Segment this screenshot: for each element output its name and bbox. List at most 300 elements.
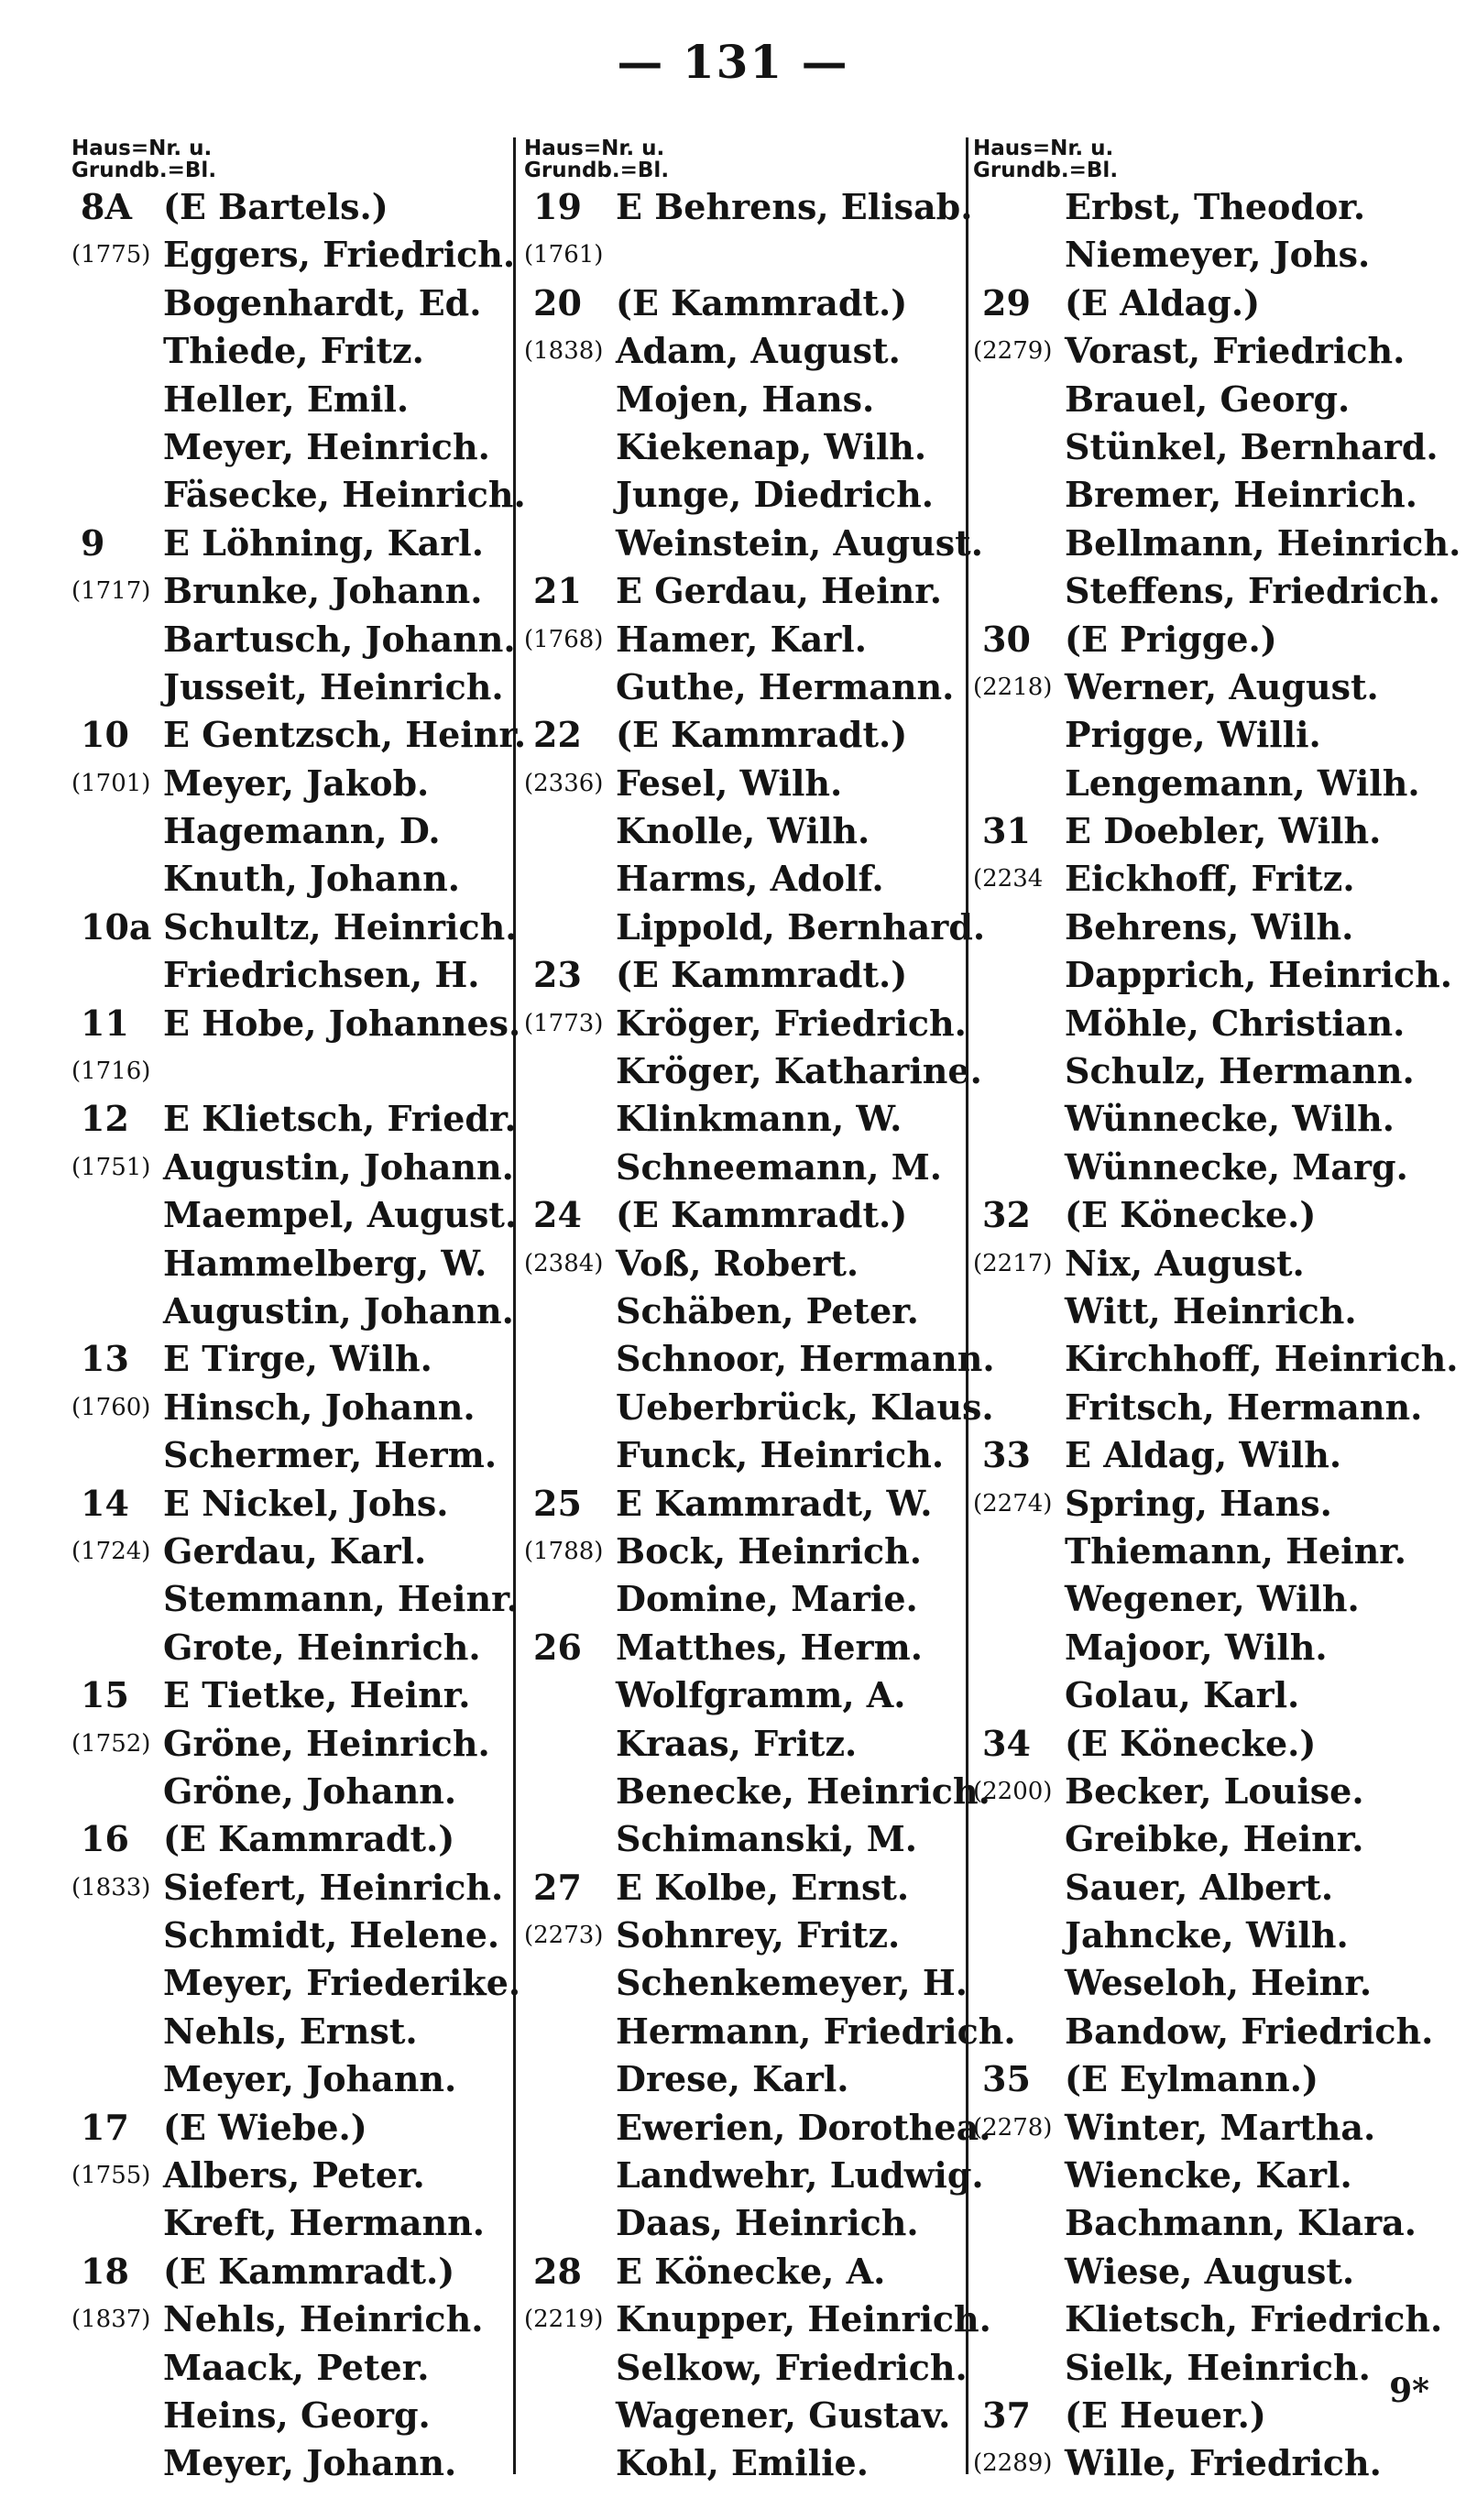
directory-line <box>524 1335 995 1383</box>
directory-line <box>524 520 983 567</box>
resident-name: Kiekenap, Wilh. <box>616 425 927 467</box>
directory-line <box>524 2055 964 2103</box>
resident-name: Jahncke, Wilh. <box>1065 1914 1349 1956</box>
directory-line <box>524 1720 964 1768</box>
resident-name: Klietsch, Friedrich. <box>1065 2298 1443 2340</box>
resident-name: Niemeyer, Johs. <box>1065 234 1371 276</box>
column-header <box>973 137 1450 183</box>
land-register-sheet: (1761) <box>524 241 604 269</box>
resident-name: E Kammradt, W. <box>616 1482 933 1524</box>
directory-line <box>973 2008 1450 2055</box>
directory-line <box>524 2248 964 2295</box>
directory-line <box>71 2439 511 2487</box>
directory-line <box>973 1528 1450 1575</box>
house-number: 23 <box>533 954 582 996</box>
house-number: 10 <box>81 714 129 756</box>
directory-line <box>71 376 511 423</box>
resident-name: E Tietke, Heinr. <box>163 1674 471 1716</box>
directory-line <box>71 1431 511 1479</box>
resident-name: (E Wiebe.) <box>163 2106 367 2148</box>
resident-name: Funck, Heinrich. <box>616 1434 945 1476</box>
column-header-line: Grundb.=Bl. <box>71 159 217 182</box>
directory-line <box>973 1671 1450 1719</box>
directory-line <box>71 1624 511 1671</box>
column-1 <box>71 137 527 2488</box>
resident-name: (E Bartels.) <box>163 186 388 227</box>
resident-name: Drese, Karl. <box>616 2058 849 2100</box>
page-number: — 131 — <box>617 35 849 89</box>
resident-name: Fesel, Wilh. <box>616 761 843 804</box>
house-number: 37 <box>982 2394 1031 2436</box>
resident-name: Bremer, Heinrich. <box>1065 474 1418 516</box>
resident-name: Steffens, Friedrich. <box>1065 570 1440 612</box>
directory-line <box>973 1864 1450 1912</box>
resident-name: Wünnecke, Marg. <box>1065 1145 1408 1188</box>
directory-line <box>524 327 964 375</box>
resident-name: (E Könecke.) <box>1065 1722 1317 1764</box>
resident-name: Kreft, Hermann. <box>163 2202 485 2244</box>
resident-name: Maack, Peter. <box>163 2346 430 2388</box>
resident-name: Behrens, Wilh. <box>1065 905 1354 948</box>
directory-line <box>71 807 511 855</box>
resident-name: Nehls, Heinrich. <box>163 2298 484 2340</box>
land-register-sheet: (1752) <box>71 1729 151 1758</box>
land-register-sheet: (1775) <box>71 241 151 269</box>
directory-line <box>524 1431 964 1479</box>
directory-line <box>71 2248 511 2295</box>
resident-name: (E Kammradt.) <box>163 1818 455 1860</box>
directory-line <box>524 951 964 999</box>
directory-line <box>524 2295 991 2343</box>
resident-name: Eggers, Friedrich. <box>163 234 516 276</box>
resident-name: E Kolbe, Ernst. <box>616 1866 910 1908</box>
land-register-sheet: (2336) <box>524 769 604 797</box>
resident-name: Sielk, Heinrich. <box>1065 2346 1371 2388</box>
resident-name: Hammelberg, W. <box>163 1242 487 1284</box>
resident-name: E Behrens, Elisab. <box>616 186 973 227</box>
resident-name: Prigge, Willi. <box>1065 714 1321 756</box>
land-register-sheet: (2217) <box>973 1249 1053 1277</box>
resident-name: E Nickel, Johs. <box>163 1482 449 1524</box>
resident-name: (E Kammradt.) <box>616 714 908 756</box>
resident-name: Klinkmann, W. <box>616 1098 903 1140</box>
land-register-sheet: (1837) <box>71 2306 151 2334</box>
resident-name: Schmidt, Helene. <box>163 1914 500 1956</box>
directory-line <box>973 2248 1450 2295</box>
resident-name: Werner, August. <box>1065 665 1379 707</box>
land-register-sheet: (2218) <box>973 673 1053 701</box>
house-number: 15 <box>81 1674 129 1716</box>
resident-name: (E Kammradt.) <box>616 954 908 996</box>
resident-name: E Gentzsch, Heinr. <box>163 714 527 756</box>
directory-line <box>71 279 511 327</box>
resident-name: Hamer, Karl. <box>616 618 867 660</box>
resident-name: Bartusch, Johann. <box>163 618 516 660</box>
resident-name: Schäben, Peter. <box>616 1289 919 1331</box>
house-number: 12 <box>81 1098 129 1140</box>
resident-name: Knuth, Johann. <box>163 858 460 900</box>
directory-line <box>71 711 527 759</box>
column-header-line: Haus=Nr. u. <box>524 137 665 160</box>
resident-name: Schenkemeyer, H. <box>616 1962 968 2004</box>
resident-name: Kraas, Fritz. <box>616 1722 858 1764</box>
directory-line <box>71 2199 511 2247</box>
resident-name: Junge, Diedrich. <box>616 474 935 516</box>
directory-line <box>71 2104 511 2152</box>
resident-name: Augustin, Johann. <box>163 1289 514 1331</box>
land-register-sheet: (1760) <box>71 1393 151 1421</box>
house-number: 32 <box>982 1194 1031 1236</box>
directory-line <box>524 423 964 471</box>
resident-name: Weseloh, Heinr. <box>1065 1962 1373 2004</box>
resident-name: Selkow, Friedrich. <box>616 2346 968 2388</box>
resident-name: Schermer, Herm. <box>163 1434 498 1476</box>
directory-line <box>973 1191 1450 1239</box>
directory-line <box>71 1287 514 1335</box>
land-register-sheet: (2273) <box>524 1922 604 1950</box>
resident-name: Schnoor, Hermann. <box>616 1338 995 1380</box>
house-number: 28 <box>533 2250 582 2292</box>
land-register-sheet: (1716) <box>71 1057 151 1086</box>
resident-name: Gerdau, Karl. <box>163 1529 427 1572</box>
resident-name: Bellmann, Heinrich. <box>1065 521 1461 564</box>
house-number: 27 <box>533 1866 582 1908</box>
land-register-sheet: (1717) <box>71 577 151 606</box>
resident-name: E Tirge, Wilh. <box>163 1338 432 1380</box>
land-register-sheet: (2274) <box>973 1489 1053 1517</box>
directory-line <box>973 1047 1450 1095</box>
resident-name: Kirchhoff, Heinrich. <box>1065 1338 1459 1380</box>
resident-name: Heins, Georg. <box>163 2394 431 2436</box>
resident-name: Schimanski, M. <box>616 1818 918 1860</box>
directory-line <box>973 1144 1450 1191</box>
resident-name: Fäsecke, Heinrich. <box>163 474 526 516</box>
house-number: 17 <box>81 2106 129 2148</box>
land-register-sheet: (1755) <box>71 2162 151 2190</box>
column-header-line: Grundb.=Bl. <box>973 159 1119 182</box>
directory-line <box>973 1240 1450 1287</box>
directory-line <box>973 904 1450 951</box>
land-register-sheet: (1751) <box>71 1153 151 1181</box>
directory-line <box>973 567 1450 615</box>
directory-line <box>524 1384 994 1431</box>
directory-line <box>973 1431 1450 1479</box>
directory-line <box>524 2344 968 2392</box>
house-number: 8A <box>81 186 132 227</box>
resident-name: Guthe, Hermann. <box>616 665 955 707</box>
directory-line <box>973 1287 1450 1335</box>
column-header <box>524 137 964 183</box>
directory-line <box>524 1144 964 1191</box>
directory-line <box>973 2295 1450 2343</box>
directory-line <box>524 2152 984 2199</box>
resident-name: (E Aldag.) <box>1065 281 1261 323</box>
house-number: 25 <box>533 1482 582 1524</box>
resident-name: Brauel, Georg. <box>1065 378 1351 420</box>
directory-line <box>524 855 964 903</box>
directory-line <box>973 807 1450 855</box>
resident-name: Meyer, Jakob. <box>163 761 430 804</box>
directory-line <box>524 567 964 615</box>
house-number: 21 <box>533 570 582 612</box>
directory-line <box>524 616 964 663</box>
resident-name: Sohnrey, Fritz. <box>616 1914 901 1956</box>
directory-line <box>71 663 511 711</box>
directory-line <box>973 1720 1450 1768</box>
directory-line <box>524 1768 990 1815</box>
directory-line <box>973 231 1450 279</box>
directory-line <box>524 1959 968 2007</box>
directory-line <box>71 1768 511 1815</box>
resident-name: Meyer, Friederike. <box>163 1962 521 2004</box>
directory-line <box>973 1095 1450 1143</box>
house-number: 30 <box>982 618 1031 660</box>
resident-name: Bachmann, Klara. <box>1065 2202 1417 2244</box>
directory-line <box>71 471 526 519</box>
directory-line <box>71 423 511 471</box>
resident-name: Nix, August. <box>1065 1242 1305 1284</box>
resident-name: Dapprich, Heinrich. <box>1065 954 1452 996</box>
resident-name: E Löhning, Karl. <box>163 521 484 564</box>
directory-line <box>524 2439 964 2487</box>
directory-line <box>71 1000 521 1047</box>
directory-line <box>71 1671 511 1719</box>
column-header <box>71 137 511 183</box>
directory-line <box>524 471 964 519</box>
directory-line <box>71 904 518 951</box>
resident-name: Wiese, August. <box>1065 2250 1355 2292</box>
directory-line <box>973 951 1450 999</box>
resident-name: Hinsch, Johann. <box>163 1386 476 1428</box>
resident-name: Winter, Martha. <box>1065 2106 1376 2148</box>
resident-name: Möhle, Christian. <box>1065 1002 1406 1044</box>
resident-name: Schneemann, M. <box>616 1145 943 1188</box>
land-register-sheet: (1838) <box>524 337 604 366</box>
land-register-sheet: (2279) <box>973 337 1053 366</box>
land-register-sheet: (2384) <box>524 1249 604 1277</box>
resident-name: Nehls, Ernst. <box>163 2010 418 2052</box>
directory-line <box>524 183 973 231</box>
resident-name: Vorast, Friedrich. <box>1065 330 1406 372</box>
resident-name: (E Heuer.) <box>1065 2394 1266 2436</box>
resident-name: (E Kammradt.) <box>616 1194 908 1236</box>
house-number: 19 <box>533 186 582 227</box>
resident-name: Schulz, Hermann. <box>1065 1050 1415 1092</box>
resident-name: Majoor, Wilh. <box>1065 1626 1328 1668</box>
directory-line <box>973 711 1450 759</box>
directory-line <box>973 520 1461 567</box>
resident-name: Friedrichsen, H. <box>163 954 480 996</box>
directory-line <box>973 2392 1450 2439</box>
directory-line <box>973 376 1450 423</box>
house-number: 29 <box>982 281 1031 323</box>
house-number: 22 <box>533 714 582 756</box>
resident-name: Gröne, Heinrich. <box>163 1722 490 1764</box>
resident-name: Kohl, Emilie. <box>616 2442 869 2484</box>
resident-name: (E Kammradt.) <box>163 2250 455 2292</box>
directory-line <box>524 1095 964 1143</box>
directory-line <box>71 2392 511 2439</box>
resident-name: Maempel, August. <box>163 1194 518 1236</box>
directory-line <box>71 1815 511 1863</box>
directory-line <box>524 1191 964 1239</box>
resident-name: Meyer, Johann. <box>163 2442 457 2484</box>
land-register-sheet: (1788) <box>524 1537 604 1565</box>
house-number: 33 <box>982 1434 1031 1476</box>
directory-line <box>973 663 1450 711</box>
resident-name: Albers, Peter. <box>163 2154 425 2197</box>
sheet-signature: 9* <box>1389 2372 1429 2410</box>
directory-line <box>973 2439 1450 2487</box>
directory-line <box>973 1624 1450 1671</box>
directory-line <box>71 327 511 375</box>
house-number: 31 <box>982 810 1031 852</box>
resident-name: Harms, Adolf. <box>616 858 884 900</box>
directory-line <box>524 807 964 855</box>
directory-line <box>524 2104 991 2152</box>
directory-line <box>71 1912 511 1959</box>
resident-name: Bogenhardt, Ed. <box>163 281 482 323</box>
house-number: 34 <box>982 1722 1031 1764</box>
directory-line <box>71 231 516 279</box>
resident-name: Siefert, Heinrich. <box>163 1866 504 1908</box>
resident-name: Schultz, Heinrich. <box>163 905 518 948</box>
directory-line <box>973 760 1450 807</box>
directory-line <box>524 1287 964 1335</box>
resident-name: Jusseit, Heinrich. <box>163 665 504 707</box>
resident-name: Meyer, Johann. <box>163 2058 457 2100</box>
directory-line <box>973 2199 1450 2247</box>
resident-name: Brunke, Johann. <box>163 570 483 612</box>
directory-line <box>524 1864 964 1912</box>
directory-line <box>973 2152 1450 2199</box>
resident-name: Greibke, Heinr. <box>1065 1818 1364 1860</box>
resident-name: Augustin, Johann. <box>163 1145 514 1188</box>
directory-line <box>973 423 1450 471</box>
column-3 <box>973 137 1461 2488</box>
resident-name: Wünnecke, Wilh. <box>1065 1098 1395 1140</box>
resident-name: Meyer, Heinrich. <box>163 425 490 467</box>
resident-name: E Hobe, Johannes. <box>163 1002 521 1044</box>
resident-name: Daas, Heinrich. <box>616 2202 919 2244</box>
resident-name: Landwehr, Ludwig. <box>616 2154 984 2197</box>
house-number: 11 <box>81 1002 129 1044</box>
directory-line <box>524 231 964 279</box>
land-register-sheet: (2234 <box>973 865 1044 893</box>
resident-name: Ueberbrück, Klaus. <box>616 1386 994 1428</box>
directory-line <box>71 1384 511 1431</box>
directory-line <box>71 1047 511 1095</box>
land-register-sheet: (2289) <box>973 2449 1053 2478</box>
directory-line <box>524 376 964 423</box>
directory-line <box>524 2392 964 2439</box>
resident-name: Wille, Friedrich. <box>1065 2442 1382 2484</box>
resident-name: Wolfgramm, A. <box>616 1674 906 1716</box>
resident-name: Wiencke, Karl. <box>1065 2154 1352 2197</box>
directory-line <box>973 2055 1450 2103</box>
directory-line <box>973 2344 1450 2392</box>
resident-name: (E Kammradt.) <box>616 281 908 323</box>
resident-name: Voß, Robert. <box>616 1242 859 1284</box>
resident-name: Stemmann, Heinr. <box>163 1578 519 1620</box>
land-register-sheet: (2278) <box>973 2113 1053 2142</box>
resident-name: Thiede, Fritz. <box>163 330 424 372</box>
directory-line <box>524 1000 967 1047</box>
directory-line <box>71 1720 511 1768</box>
directory-line <box>524 1528 964 1575</box>
resident-name: Weinstein, August. <box>616 521 983 564</box>
resident-name: Gröne, Johann. <box>163 1769 457 1812</box>
directory-line <box>524 1624 964 1671</box>
land-register-sheet: (1773) <box>524 1009 604 1037</box>
resident-name: Fritsch, Hermann. <box>1065 1386 1423 1428</box>
directory-line <box>973 1480 1450 1528</box>
directory-line <box>973 1768 1450 1815</box>
resident-name: E Klietsch, Friedr. <box>163 1098 517 1140</box>
directory-line <box>524 904 986 951</box>
column-header-line: Grundb.=Bl. <box>524 159 670 182</box>
resident-name: Lengemann, Wilh. <box>1065 761 1420 804</box>
directory-line <box>71 2344 511 2392</box>
resident-name: Wegener, Wilh. <box>1065 1578 1360 1620</box>
land-register-sheet: (1701) <box>71 769 151 797</box>
house-number: 20 <box>533 281 582 323</box>
directory-line <box>71 2152 511 2199</box>
resident-name: (E Eylmann.) <box>1065 2058 1318 2100</box>
entry-list <box>973 183 1461 2488</box>
directory-line <box>973 855 1450 903</box>
resident-name: Becker, Louise. <box>1065 1769 1364 1812</box>
resident-name: Domine, Marie. <box>616 1578 918 1620</box>
directory-line <box>71 1191 518 1239</box>
directory-line <box>973 1815 1450 1863</box>
directory-line <box>524 1815 964 1863</box>
directory-line <box>71 1528 511 1575</box>
resident-name: Eickhoff, Fritz. <box>1065 858 1355 900</box>
directory-line <box>71 1480 511 1528</box>
directory-line <box>71 855 511 903</box>
land-register-sheet: (2219) <box>524 2306 604 2334</box>
directory-line <box>973 1575 1450 1623</box>
directory-line <box>71 1095 517 1143</box>
resident-name: E Doebler, Wilh. <box>1065 810 1382 852</box>
resident-name: Knupper, Heinrich. <box>616 2298 991 2340</box>
resident-name: E Gerdau, Heinr. <box>616 570 943 612</box>
resident-name: Thiemann, Heinr. <box>1065 1529 1406 1572</box>
directory-line <box>524 711 964 759</box>
resident-name: E Aldag, Wilh. <box>1065 1434 1342 1476</box>
resident-name: Heller, Emil. <box>163 378 410 420</box>
resident-name: Spring, Hans. <box>1065 1482 1332 1524</box>
resident-name: Witt, Heinrich. <box>1065 1289 1357 1331</box>
resident-name: E Könecke, A. <box>616 2250 886 2292</box>
resident-name: Hagemann, D. <box>163 810 441 852</box>
directory-line <box>71 1240 511 1287</box>
directory-line <box>524 1671 964 1719</box>
directory-line <box>71 2055 511 2103</box>
directory-line <box>973 1000 1450 1047</box>
resident-name: Adam, August. <box>616 330 901 372</box>
resident-name: Erbst, Theodor. <box>1065 186 1366 227</box>
directory-line <box>524 279 964 327</box>
directory-line <box>973 2104 1450 2152</box>
resident-name: Knolle, Wilh. <box>616 810 870 852</box>
directory-line <box>973 616 1450 663</box>
directory-line <box>524 1240 964 1287</box>
resident-name: Bandow, Friedrich. <box>1065 2010 1434 2052</box>
house-number: 13 <box>81 1338 129 1380</box>
directory-line <box>973 279 1450 327</box>
